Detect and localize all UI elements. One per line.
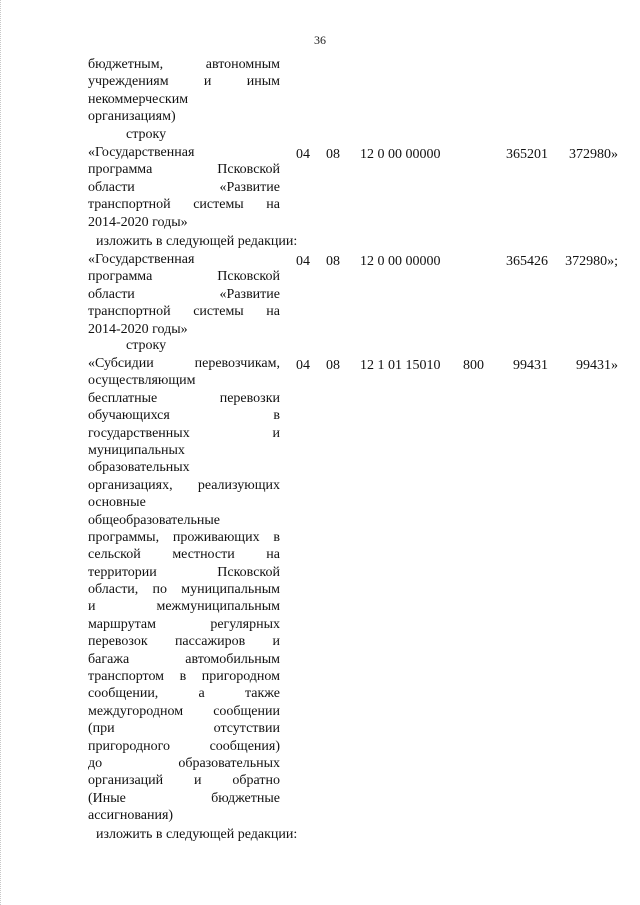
expense-type-code: 800	[463, 358, 484, 373]
desc-line: 2014-2020 годы»	[88, 214, 188, 230]
desc-line: области «Развитие	[88, 179, 280, 195]
desc-line: области «Развитие	[88, 286, 280, 302]
desc-line: территории Псковской	[88, 564, 280, 580]
desc-line: области, по муниципальным	[88, 582, 280, 598]
desc-line: программа Псковской	[88, 269, 280, 285]
section-code: 04	[296, 358, 310, 373]
amount-year-2: 372980»	[569, 147, 618, 162]
subsection-code: 08	[326, 254, 340, 269]
desc-line: «Субсидии перевозчикам,	[88, 356, 280, 371]
desc-line: некоммерческим	[88, 91, 189, 107]
desc-line: сельской местности на	[88, 547, 280, 563]
desc-line: междугородном сообщении	[88, 703, 280, 719]
desc-line: учреждениям и иным	[88, 74, 280, 90]
desc-line: обучающихся в	[88, 408, 280, 424]
desc-line: транспортной системы на	[88, 304, 280, 320]
desc-line: осуществляющим	[88, 373, 196, 389]
section-code: 04	[296, 147, 310, 162]
amount-year-1: 99431	[513, 358, 548, 373]
desc-line: организациям)	[88, 109, 176, 125]
desc-line: государственных и	[88, 425, 280, 441]
desc-line: бюджетным, автономным	[88, 57, 280, 72]
subsection-code: 08	[326, 358, 340, 373]
desc-line: (при отсутствии	[88, 721, 280, 737]
desc-line: 2014-2020 годы»	[88, 321, 188, 337]
row-description	[88, 355, 280, 825]
desc-line: программы, проживающих в	[88, 529, 280, 545]
desc-line: до образовательных	[88, 755, 280, 771]
page-edge	[0, 0, 5, 905]
desc-line: маршрутам регулярных	[88, 616, 280, 632]
desc-line: общеобразовательные	[88, 512, 220, 528]
desc-line: пригородного сообщения)	[88, 738, 280, 754]
amount-year-1: 365426	[506, 254, 548, 269]
desc-line: организациях, реализующих	[88, 477, 280, 493]
row-description	[88, 251, 280, 338]
desc-line: и межмуниципальным	[88, 599, 280, 615]
desc-line: муниципальных	[88, 442, 185, 458]
desc-line: программа Псковской	[88, 162, 280, 178]
instruction-line: изложить в следующей редакции:	[96, 234, 298, 249]
subsection-code: 08	[326, 147, 340, 162]
row-description	[88, 144, 280, 231]
desc-line: транспортной системы на	[88, 197, 280, 213]
desc-line: бесплатные перевозки	[88, 390, 280, 406]
instruction-line: строку	[126, 127, 167, 142]
desc-line: транспортом в пригородном	[88, 669, 280, 685]
desc-line: ассигнования)	[88, 808, 174, 824]
desc-line: «Государственная	[88, 252, 195, 267]
section-code: 04	[296, 254, 310, 269]
desc-line: «Государственная	[88, 145, 195, 160]
desc-line: багажа автомобильным	[88, 651, 280, 667]
continuation-text	[88, 56, 280, 126]
target-article-code: 12 0 00 00000	[360, 147, 441, 162]
desc-line: образовательных	[88, 460, 190, 476]
instruction-line: строку	[126, 338, 167, 353]
desc-line: организаций и обратно	[88, 773, 280, 789]
target-article-code: 12 0 00 00000	[360, 254, 441, 269]
amount-year-1: 365201	[506, 147, 548, 162]
amount-year-2: 372980»;	[565, 254, 618, 269]
desc-line: перевозок пассажиров и	[88, 634, 280, 650]
page-number: 36	[314, 33, 326, 47]
desc-line: основные	[88, 495, 146, 511]
desc-line: сообщении, а также	[88, 686, 280, 702]
target-article-code: 12 1 01 15010	[360, 358, 441, 373]
amount-year-2: 99431»	[576, 358, 618, 373]
instruction-line: изложить в следующей редакции:	[96, 827, 298, 842]
desc-line: (Иные бюджетные	[88, 790, 280, 806]
